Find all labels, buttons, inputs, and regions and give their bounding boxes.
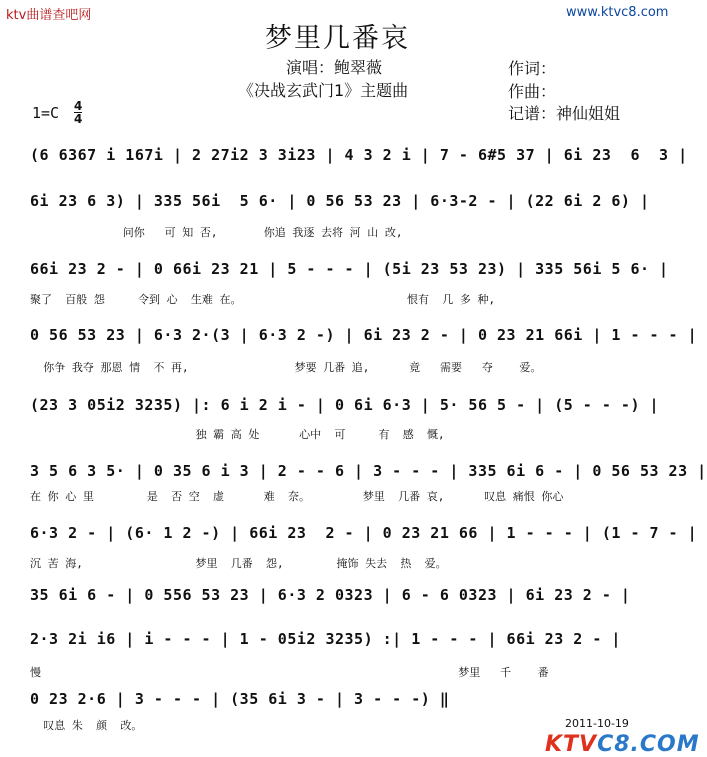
singer: 演唱：鲍翠薇 <box>286 58 383 77</box>
logo-part-1: KTV <box>545 732 598 757</box>
notation-row: 3 5 6 3 5· | 0 35 6 i 3 | 2 - - 6 | 3 - - - | 335 6i 6 - | 0 56 53 23 | <box>30 462 707 480</box>
notation-row: 35 6i 6 - | 0 556 53 23 | 6·3 2 0323 | 6 - 6 0323 | 6i 23 2 - | <box>30 586 631 604</box>
notation-row: 0 23 2·6 | 3 - - - | (35 6i 3 - | 3 - - -) ‖ <box>30 690 450 708</box>
lyric-row: 聚了 百般 怨 令到 心 生难 在。 恨有 几 多 种, <box>30 293 496 306</box>
time-sig-bottom: 4 <box>74 112 83 126</box>
transcription-date: 2011-10-19 <box>565 717 629 730</box>
notation-row: (6 6367 i 167i | 2 27i2 3 3i23 | 4 3 2 i | 7 - 6#5 37 | 6i 23 6 3 | <box>30 146 688 164</box>
notation-row: 2·3 2i i6 | i - - - | 1 - 05i2 3235) :| 1 - - - | 66i 23 2 - | <box>30 630 621 648</box>
time-signature <box>74 100 82 125</box>
notation-row: 66i 23 2 - | 0 66i 23 21 | 5 - - - | (5i 23 53 23) | 335 56i 5 6· | <box>30 260 669 278</box>
time-sig-top: 4 <box>74 99 83 113</box>
lyric-row: 问你 可 知 否, 你追 我逐 去将 河 山 改, <box>30 226 403 239</box>
composer: 作曲： <box>508 82 557 101</box>
notation-row: 6i 23 6 3) | 335 56i 5 6· | 0 56 53 23 | 6·3-2 - | (22 6i 2 6) | <box>30 192 650 210</box>
logo-part-2: C8.COM <box>597 732 700 757</box>
lyric-row: 叹息 朱 颜 改。 <box>30 719 143 732</box>
lyric-row: 在 你 心 里 是 否 空 虚 难 奈。 梦里 几番 哀, 叹息 痛恨 你心 <box>30 490 564 503</box>
notation-row: 6·3 2 - | (6· 1 2 -) | 66i 23 2 - | 0 23 21 66 | 1 - - - | (1 - 7 - | <box>30 524 698 542</box>
notation-row: 0 56 53 23 | 6·3 2·(3 | 6·3 2 -) | 6i 23 2 - | 0 23 21 66i | 1 - - - | <box>30 326 698 344</box>
lyric-row: 慢 梦里 千 番 <box>30 666 549 679</box>
key-signature: 1=C <box>32 104 60 122</box>
song-title: 梦里几番哀 <box>265 23 410 54</box>
watermark-right: www.ktvc8.com <box>566 5 669 20</box>
notation-row: (23 3 05i2 3235) |: 6 i 2 i - | 0 6i 6·3 | 5· 56 5 - | (5 - - -) | <box>30 396 660 414</box>
transcriber: 记谱：神仙姐姐 <box>508 104 621 123</box>
watermark-left: ktv曲谱查吧网 <box>6 8 92 23</box>
theme-note: 《决战玄武门1》主题曲 <box>238 81 409 100</box>
lyric-row: 独 霸 高 处 心中 可 有 感 慨, <box>30 428 445 441</box>
lyric-row: 你争 我夺 那恩 情 不 再, 梦要 几番 追, 竟 需要 夺 爱。 <box>30 361 542 374</box>
lyric-row: 沉 苦 海, 梦里 几番 怨, 掩饰 失去 热 爱。 <box>30 557 447 570</box>
site-logo <box>545 732 700 757</box>
lyricist: 作词： <box>508 59 557 78</box>
